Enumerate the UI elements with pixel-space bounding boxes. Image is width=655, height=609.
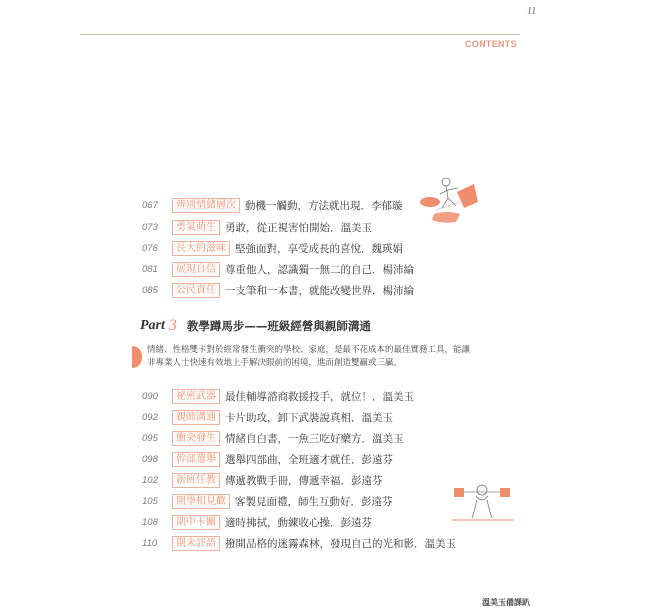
toc-tag: 衝突發生 — [172, 431, 220, 446]
runner-illustration-icon — [412, 170, 487, 225]
toc-title: 情緒自白書，一魚三吃好藥方．溫美玉 — [225, 432, 404, 445]
part-word: Part — [140, 318, 165, 333]
toc-row[interactable] — [142, 388, 414, 404]
toc-row[interactable] — [142, 514, 372, 530]
toc-page-number: 085 — [142, 284, 158, 296]
toc-tag: 期末評語 — [172, 536, 220, 551]
toc-tag: 辨別情緒層次 — [172, 198, 240, 213]
toc-page-number: 108 — [142, 516, 158, 528]
part-marker-icon — [132, 346, 142, 368]
toc-title: 勇敢，從正視害怕開始．溫美玉 — [225, 221, 372, 234]
contents-label: CONTENTS — [465, 39, 517, 49]
toc-page-number: 092 — [142, 411, 158, 423]
toc-row[interactable] — [142, 409, 393, 425]
toc-title: 堅強面對，享受成長的喜悅．魏瑛娟 — [235, 242, 403, 255]
toc-tag: 公民責任 — [172, 283, 220, 298]
toc-title: 最佳輔導諮商救援投手，就位！．溫美玉 — [225, 390, 414, 403]
toc-row[interactable] — [142, 430, 404, 446]
top-rule — [80, 34, 520, 35]
toc-page-number: 105 — [142, 495, 158, 507]
toc-title: 一支筆和一本書，就能改變世界．楊沛綸 — [225, 284, 414, 297]
toc-title: 選舉四部曲，全班適才就任．彭遠芬 — [225, 453, 393, 466]
weightlifter-illustration-icon — [452, 478, 514, 524]
part-title: 教學蹲馬步——班級經營與親師溝通 — [186, 319, 371, 333]
toc-title: 客製見面禮，師生互動好．彭遠芬 — [235, 495, 393, 508]
footer-logo: 溫美玉備課趴 — [482, 598, 530, 607]
toc-tag: 新班任教 — [172, 473, 220, 488]
toc-row[interactable] — [142, 535, 456, 551]
toc-title: 適時拂拭，動練收心操．彭遠芬 — [225, 516, 372, 529]
toc-page-number: 095 — [142, 432, 158, 444]
toc-row[interactable] — [142, 240, 403, 256]
toc-tag: 親師溝通 — [172, 410, 220, 425]
toc-page-number: 102 — [142, 474, 158, 486]
toc-page-number: 073 — [142, 221, 158, 233]
toc-title: 動機一觸動，方法就出現．李郁璇 — [245, 199, 403, 212]
toc-row[interactable] — [142, 472, 383, 488]
part-description: 情緒、性格雙卡對於經常發生衝突的學校、家庭，是最不花成本的最佳實務工具，能讓非專業人士快速有效地上手解決眼前的困境，進而創造雙贏或三贏。 — [147, 345, 471, 368]
toc-row[interactable] — [142, 197, 403, 213]
toc-page-number: 090 — [142, 390, 158, 402]
toc-tag: 幹部選舉 — [172, 452, 220, 467]
toc-row[interactable] — [142, 282, 414, 298]
part-header — [140, 317, 371, 335]
toc-page-number: 076 — [142, 242, 158, 254]
toc-tag: 開學相見歡 — [172, 494, 230, 509]
toc-page-number: 098 — [142, 453, 158, 465]
toc-row[interactable] — [142, 219, 372, 235]
toc-page-number: 081 — [142, 263, 158, 275]
page-number: 11 — [527, 6, 537, 17]
toc-page-number: 110 — [142, 537, 158, 549]
toc-tag: 長大的滋味 — [172, 241, 230, 256]
toc-tag: 展現自信 — [172, 262, 220, 277]
toc-title: 傳遞教戰手冊，傳遞幸福．彭遠芬 — [225, 474, 383, 487]
toc-row[interactable] — [142, 451, 393, 467]
toc-title: 尊重他人，認識獨一無二的自己．楊沛綸 — [225, 263, 414, 276]
toc-tag: 勇氣萌生 — [172, 220, 220, 235]
part-number: 3 — [168, 317, 177, 334]
toc-row[interactable] — [142, 261, 414, 277]
toc-row[interactable] — [142, 493, 393, 509]
toc-tag: 祕密武器 — [172, 389, 220, 404]
toc-title: 撥開品格的迷霧森林，發現自己的光和影．溫美玉 — [225, 537, 456, 550]
toc-title: 卡片助攻，卸下武裝說真相．溫美玉 — [225, 411, 393, 424]
toc-tag: 期中卡關 — [172, 515, 220, 530]
toc-page-number: 067 — [142, 199, 158, 211]
